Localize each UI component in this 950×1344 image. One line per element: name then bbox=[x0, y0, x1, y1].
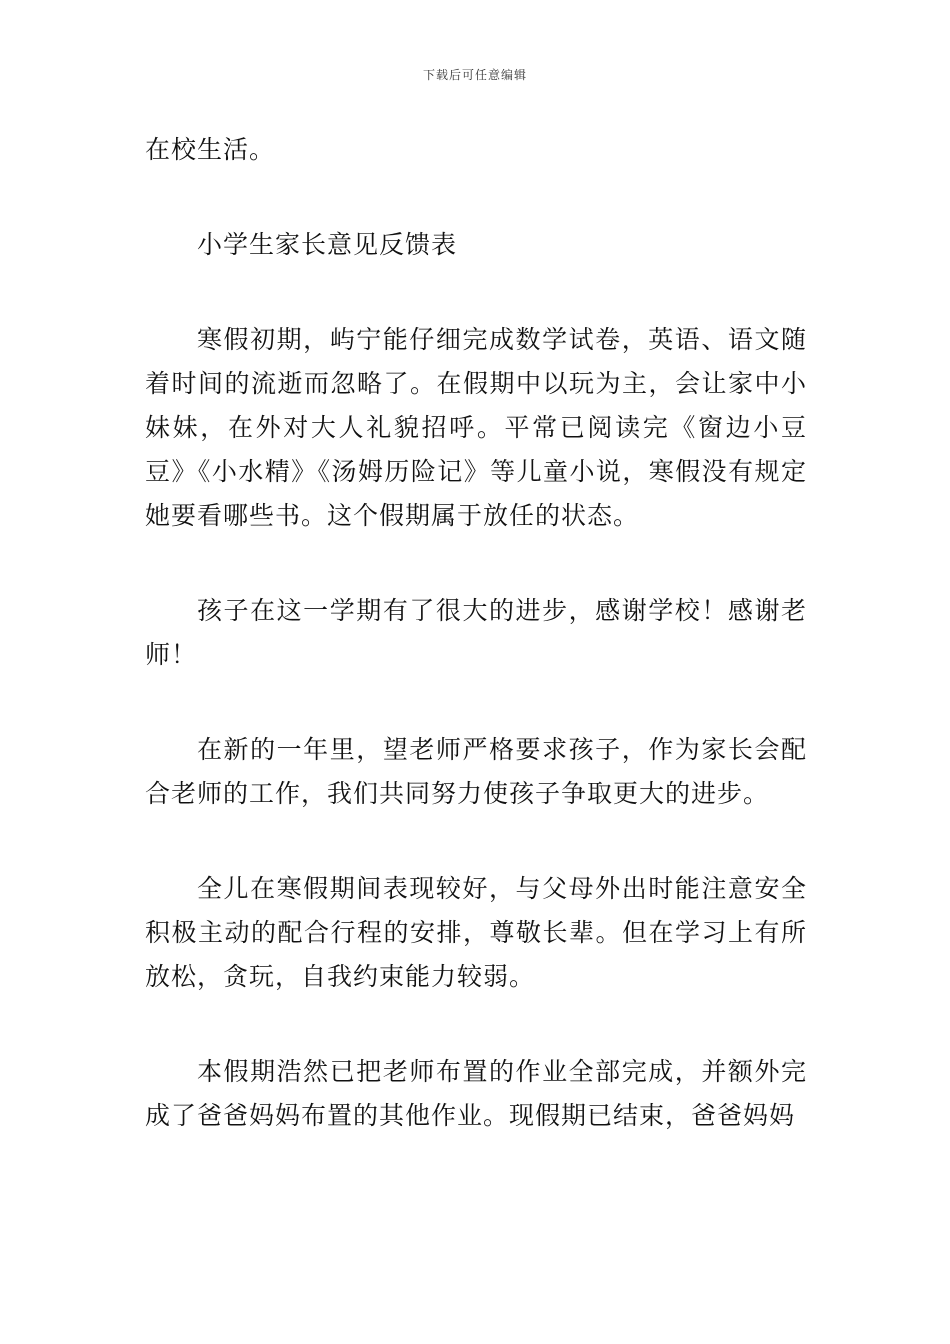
document-body bbox=[145, 128, 807, 1189]
paragraph-feedback-4: 全儿在寒假期间表现较好，与父母外出时能注意安全积极主动的配合行程的安排，尊敬长辈。但在学习上有所放松，贪玩，自我约束能力较弱。 bbox=[145, 874, 807, 991]
section-title: 小学生家长意见反馈表 bbox=[197, 230, 458, 259]
paragraph-feedback-3: 在新的一年里，望老师严格要求孩子，作为家长会配合老师的工作，我们共同努力使孩子争取更大的进步。 bbox=[145, 735, 807, 808]
paragraph-feedback-1: 寒假初期，屿宁能仔细完成数学试卷，英语、语文随着时间的流逝而忽略了。在假期中以玩为主，会让家中小妹妹，在外对大人礼貌招呼。平常已阅读完《窗边小豆豆》《小水精》《汤姆历险记》等儿童小说，寒假没有规定她要看哪些书。这个假期属于放任的状态。 bbox=[145, 325, 807, 530]
paragraph-feedback-2: 孩子在这一学期有了很大的进步，感谢学校！感谢老师！ bbox=[145, 596, 807, 669]
paragraph-continuation: 在校生活。 bbox=[145, 135, 276, 164]
page-header: 下载后可任意编辑 bbox=[422, 68, 527, 82]
paragraph-feedback-5: 本假期浩然已把老师布置的作业全部完成，并额外完成了爸爸妈妈布置的其他作业。现假期已结束，爸爸妈妈 bbox=[145, 1057, 807, 1130]
